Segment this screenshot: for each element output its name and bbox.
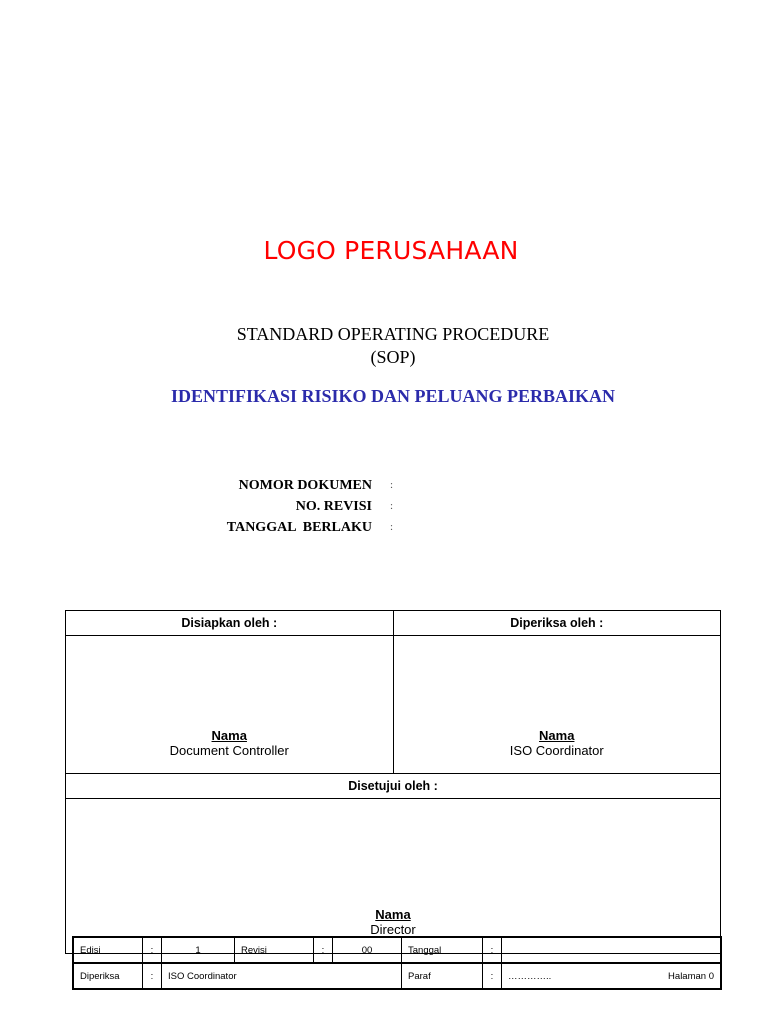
meta-separator: : (390, 479, 394, 491)
checked-by-value: ISO Coordinator (162, 963, 402, 989)
initial-label: Paraf (402, 963, 483, 989)
meta-row-effective-date (150, 520, 450, 541)
approval-table (65, 610, 721, 954)
page-number: Halaman 0 (668, 970, 714, 982)
checked-by-header: Diperiksa oleh : (393, 611, 721, 636)
checked-by-signature-cell (393, 636, 721, 774)
date-value (502, 937, 722, 963)
date-label: Tanggal (402, 937, 483, 963)
meta-label: NO. REVISI (295, 499, 372, 514)
separator: : (314, 937, 333, 963)
doc-subtitle: IDENTIFIKASI RISIKO DAN PELUANG PERBAIKAN (170, 386, 616, 406)
separator: : (143, 963, 162, 989)
meta-label: NOMOR DOKUMEN (238, 478, 372, 493)
edition-value: 1 (162, 937, 235, 963)
separator: : (483, 963, 502, 989)
company-logo-placeholder: LOGO PERUSAHAAN (263, 236, 519, 265)
document-control-footer (72, 936, 722, 990)
approved-by-signature-cell (66, 799, 721, 954)
prepared-by-signature-cell (66, 636, 394, 774)
signer-name: Nama (375, 907, 411, 922)
initial-value: ………….. (508, 970, 552, 982)
signer-name: Nama (211, 728, 247, 743)
approved-by-header: Disetujui oleh : (66, 774, 721, 799)
meta-row-revision (150, 499, 450, 520)
edition-label: Edisi (73, 937, 143, 963)
document-meta (150, 478, 450, 541)
revision-label: Revisi (235, 937, 314, 963)
meta-row-document-number (150, 478, 450, 499)
separator: : (483, 937, 502, 963)
checked-by-label: Diperiksa (73, 963, 143, 989)
doc-title: STANDARD OPERATING PROCEDURE (236, 324, 550, 344)
meta-separator: : (390, 521, 394, 533)
initial-and-page-cell (502, 963, 722, 989)
signer-role: Document Controller (169, 743, 289, 758)
revision-value: 00 (333, 937, 402, 963)
prepared-by-header: Disiapkan oleh : (66, 611, 394, 636)
signer-role: Director (370, 922, 416, 937)
meta-label: TANGGAL BERLAKU (226, 520, 372, 535)
meta-separator: : (390, 500, 394, 512)
signer-role: ISO Coordinator (509, 743, 604, 758)
signer-name: Nama (539, 728, 575, 743)
doc-title-abbrev: (SOP) (370, 347, 416, 367)
separator: : (143, 937, 162, 963)
